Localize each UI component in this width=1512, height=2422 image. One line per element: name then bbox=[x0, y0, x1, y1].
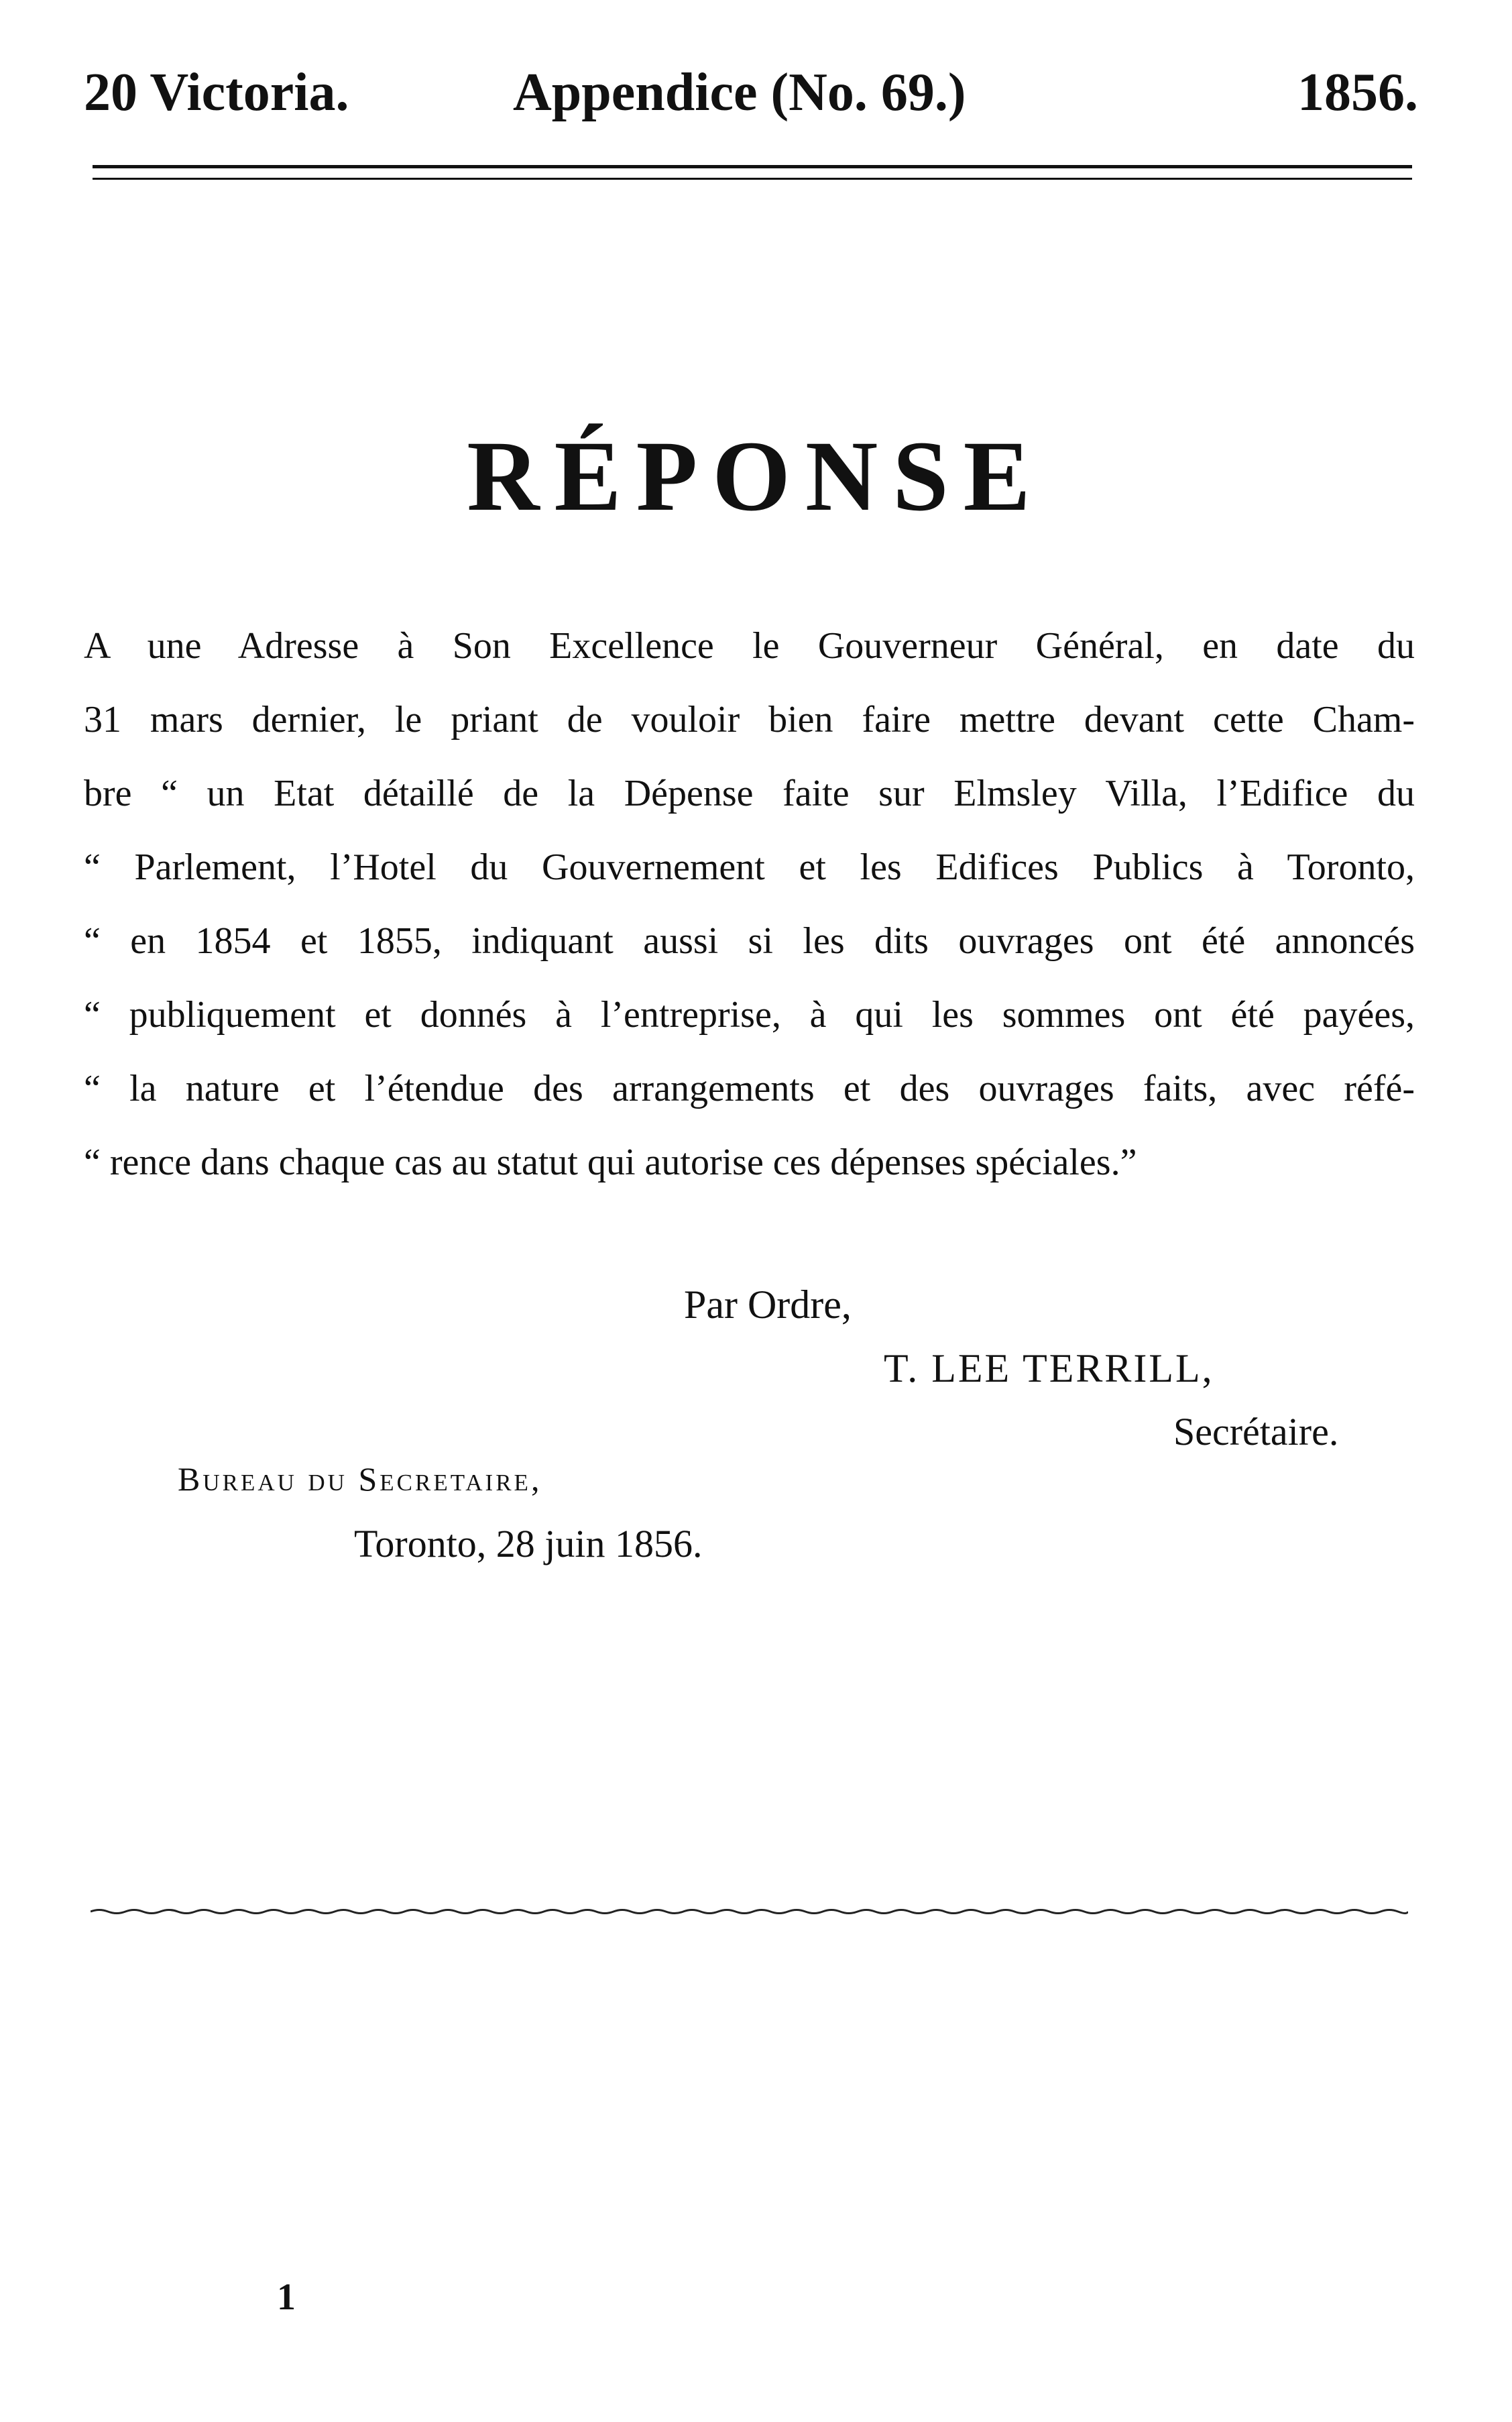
header-year: 1856. bbox=[1297, 63, 1418, 122]
signer-role: Secrétaire. bbox=[1173, 1410, 1339, 1453]
body-line: 31 mars dernier, le priant de vouloir bien faire mettre devant cette Cham- bbox=[84, 699, 1415, 740]
header-double-rule bbox=[93, 165, 1412, 180]
signer-name: T. LEE TERRILL, bbox=[884, 1346, 1214, 1390]
body-line: “ la nature et l’étendue des arrangements et des ouvrages faits, avec réfé- bbox=[84, 1068, 1415, 1109]
body-line: “ Parlement, l’Hotel du Gouvernement et les Edifices Publics à Toronto, bbox=[84, 846, 1415, 888]
body-line: A une Adresse à Son Excellence le Gouverneur Général, en date du bbox=[84, 625, 1415, 667]
body-line: “ publiquement et donnés à l’entreprise, à qui les sommes ont été payées, bbox=[84, 994, 1415, 1036]
header-appendix-number: Appendice (No. 69.) bbox=[513, 63, 966, 122]
body-paragraph bbox=[84, 609, 1415, 1199]
wavy-divider bbox=[91, 1898, 1408, 1925]
par-ordre: Par Ordre, bbox=[684, 1282, 852, 1327]
header-regnal-year: 20 Victoria. bbox=[84, 63, 349, 122]
body-line: bre “ un Etat détaillé de la Dépense faite sur Elmsley Villa, l’Edifice du bbox=[84, 773, 1415, 814]
body-line: “ rence dans chaque cas au statut qui autorise ces dépenses spéciales.” bbox=[84, 1142, 1137, 1183]
page-number: 1 bbox=[277, 2276, 296, 2318]
office-dateline: Toronto, 28 juin 1856. bbox=[354, 1522, 703, 1565]
body-line: “ en 1854 et 1855, indiquant aussi si les dits ouvrages ont été annoncés bbox=[84, 920, 1415, 962]
document-title: RÉPONSE bbox=[467, 421, 1045, 532]
page-header bbox=[84, 59, 1418, 133]
office-name: Bureau du Secretaire, bbox=[178, 1460, 542, 1498]
